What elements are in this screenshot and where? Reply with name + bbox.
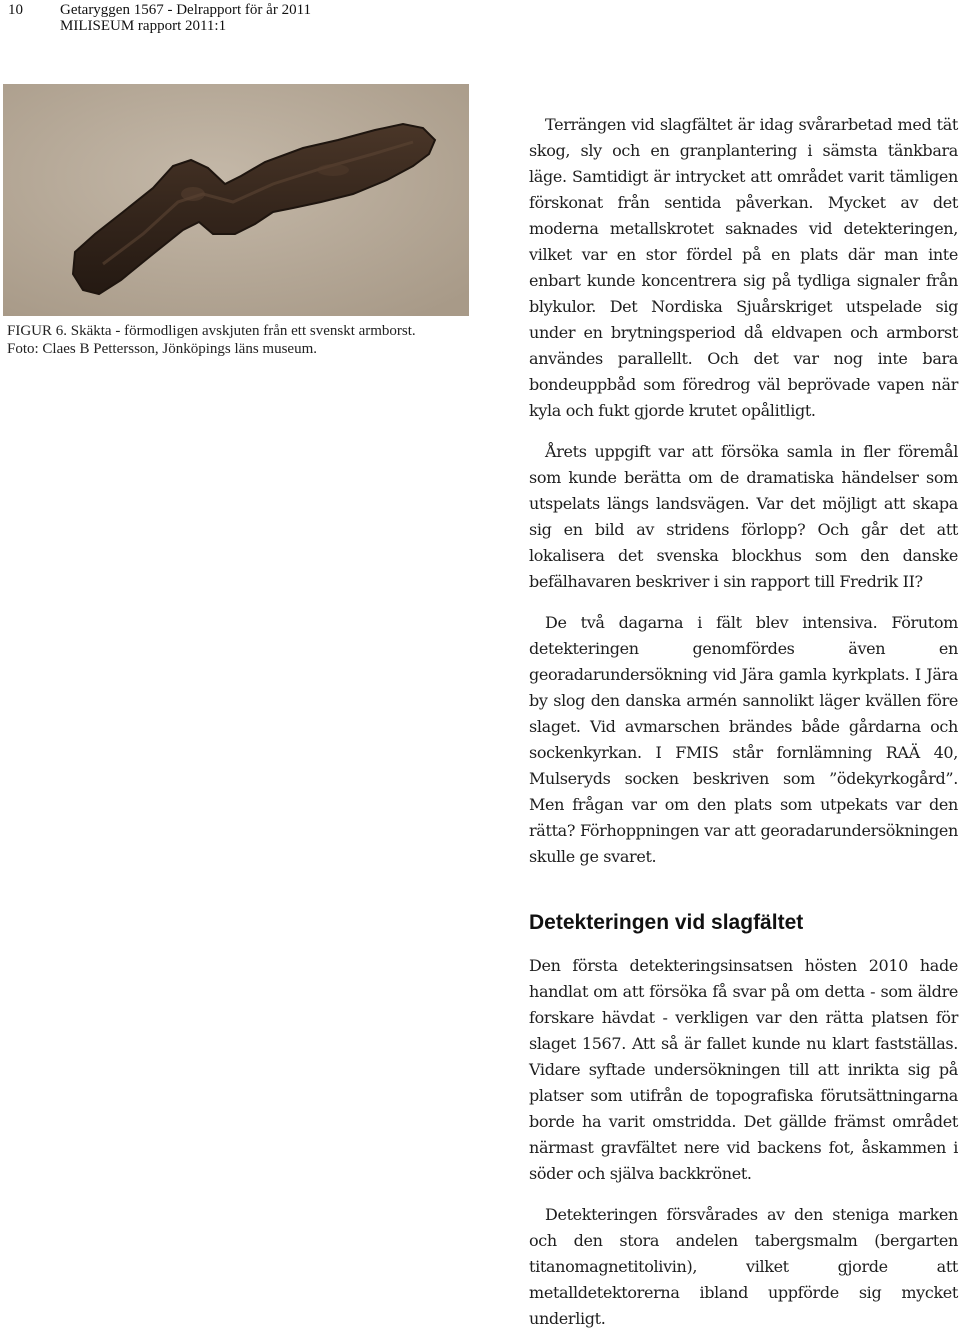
header-line-1 <box>8 2 311 18</box>
paragraph-fieldwork: De två dagarna i fält blev intensiva. Förutom detekteringen genomfördes även en georadarundersökning vid Jära gamla kyrkplats. I Jära by slog den danska armén sannolikt läger kvällen före slaget. Vid avmarschen brändes både gårdarna och sockenkyrkan. I FMIS står fornlämning RAÄ 40, Mulseryds socken beskriven som ”ödekyrkogård”. Men frågan var om den plats som utpekats var den rätta? Förhoppningen var att georadarundersökningen skulle ge svaret. <box>529 613 958 866</box>
page-header <box>8 2 311 34</box>
page-number: 10 <box>8 2 23 18</box>
figure-caption <box>7 322 477 358</box>
report-series: MILISEUM rapport 2011:1 <box>60 18 227 34</box>
caption-line-1: FIGUR 6. Skäkta - förmodligen avskjuten från ett svenskt armborst. <box>7 323 416 339</box>
paragraph-terrain: Terrängen vid slagfältet är idag svårarbetad med tät skog, sly och en granplantering i sämsta tänkbara läge. Samtidigt är intrycket att området varit tämligen förskonat från sentida påverkan. Mycket av det moderna metallskrotet saknades vid detekteringen, vilket var en stor fördel på en plats där man inte enbart kunde koncentrera sig på tydliga signaler från blykulor. Det Nordiska Sjuårskriget utspelade sig under en brytningsperiod då eldvapen och armborst användes parallellt. Och det var nog inte bara bondeuppbåd som föredrog väl beprövade vapen när kyla och fukt gjorde krutet opålitligt. <box>529 115 958 420</box>
paragraph-detection: Den första detekteringsinsatsen hösten 2010 hade handlat om att försöka få svar på om detta - som äldre forskare hävdat - verkligen var den rätta platsen för slaget 1567. Att så är fallet kunde nu klart fastställas. Vidare syftade undersökningen till att inrikta sig på platser som utifrån de topografiska förutsättningarna borde ha varit omstridda. Det gällde främst området närmast gravfältet nere vid backens fot, åskammen i söder och själva backkrönet. <box>529 956 958 1183</box>
arrowhead-photo <box>3 84 469 316</box>
crossbow-bolt-image <box>3 84 469 316</box>
report-title: Getaryggen 1567 - Delrapport för år 2011 <box>60 2 312 18</box>
paragraph-task: Årets uppgift var att försöka samla in fler föremål som kunde berätta om de dramatiska händelser som utspelats längs landsvägen. Var det möjligt att skapa sig en bild av stridens förlopp? Och går det att lokalisera det svenska blockhus som den danske befälhavaren beskriver i sin rapport till Fredrik II? <box>529 442 958 591</box>
section-heading: Detekteringen vid slagfältet <box>529 911 804 934</box>
caption-line-2: Foto: Claes B Pettersson, Jönköpings läns museum. <box>7 341 318 357</box>
paragraph-difficulties: Detekteringen försvårades av den steniga marken och den stora andelen tabergsmalm (bergarten titanomagnetitolivin), vilket gjorde att metalldetektorerna ibland uppförde sig mycket underligt. <box>529 1205 958 1328</box>
main-text-column <box>529 112 958 1332</box>
